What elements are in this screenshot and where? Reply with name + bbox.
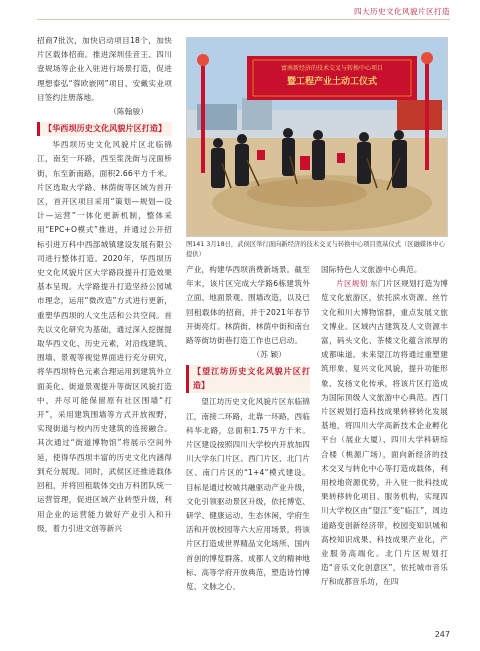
col1-paragraph-2: 华西坝历史文化风貌片区北临锦江，南至一环路，西至浆洗街与浣面桥街，东至新南路，面积2.66平方千米。片区选取大学路、林荫街等区域为首开区，首开区项目采用“策划—规划—设计—运营”一体化更新机制，整体采用“EPC+O模式”推进，并通过公开招标引进万科中西部城镇建设发展有限公司进行整体打造。2020年，华西坝历史文化风貌片区大学路段提升打造效果基本呈现。大学路提升打造坚持公园城市理念，运用“微改造”方式进行更新，重塑华西坝的人文生活和公共空间。首先以文化研究为基础，通过深入挖掘提取华西文化、历史元素，对沿线建筑、围墙、景观等视觉界面进行充分研究，将华西坝特色元素合理运用到建筑外立面美化、街道景观提升等街区风貌打造中，并尽可能保留原有社区围墙“打开”，采用建筑围墙等方式开放视野，实现街道与校内历史建筑的连接融合。其次通过“街道博物馆”将展示空间外延，使得华西坝丰富的历史文化内涵得到充分展现。同时，武侯区还推进载体回租，并将回租载体交由万科团队统一运营管理，促进区域产业转型升级，利用企业的运营能力做好产业引入和升级，着力引进文创等新兴 — [37, 140, 172, 533]
running-header-title: 四大历史文化风貌片区打造 — [354, 7, 450, 16]
page-header — [0, 0, 480, 20]
col2-paragraph-1: 产业，构建华西坝消费新场景。截至年末，该片区完成大学路6栋建筑外立面、地面景观、围墙改造，以及已回租载体的招商，并于2021年春节开街亮灯。林荫街、林荫中街和南台路等街坊街巷打造工作也已启动。 — [186, 265, 310, 346]
header-rule — [37, 19, 450, 20]
column-1 — [37, 34, 172, 536]
col3-paragraph-2-text: 东门片区规划打造为博览文化旅游区，依托滨水资源、丝竹文化和川大博物馆群，重点发展文旅文博业。区域内古建筑及人文资源丰富，码头文化、茶楼文化蕴含浓厚的成都味道。未来望江坊将通过重塑建筑形象、复兴文化风貌，提升功能形象、发扬文化传承，将该片区打造成为国际顶级人文旅游中心典范。西门片区规划打造科技成果转移转化发展基地，将四川大学高新技术企业孵化平台（展业大厦）、四川大学科研综合楼（桃源广场），面向新经济的技术交叉与转化中心等打造成载体，利用校地资源优势，升入驻一批科技成果转移转化项目、服务机构，实现四川大学校区由“望江”变“临江”，周边道路变创新经济带，校园变知识城和高校知识成果、科技成果产业化，产业服务高端化。北门片区规划打造“音乐文化创意区”，依托城市音乐厅和成都音乐坊，在四 — [321, 279, 448, 587]
column-2 — [186, 263, 310, 594]
ceremony-photo — [186, 37, 448, 237]
banner-line-2: 暨工程产业土动工仪式 — [286, 77, 377, 87]
section-heading-huaxiba: 【华西坝历史文化风貌片区打造】 — [37, 122, 172, 136]
col2-paragraph-2: 望江坊历史文化风貌片区东临锦江，南接二环路，北靠一环路，西临科华北路，总面积1.75平方千米。片区建设按照四川大学校内开放加四川大学东门片区、西门片区、北门片区、南门片区的“1+4”模式建设。目标是通过校城共融驱动产业升级，文化引领驱动景区升级，依托博览、研学、健康运动、生态休闲，学府生活和开放校园等六大应用场景，将该片区打造成世界精品文化场所、国内首创的博览群落、成都人文的精神地标、高等学府开放典范，塑造诗竹博览、文脉之心、 — [186, 397, 310, 592]
col2-signature: （苏 颖） — [252, 350, 286, 360]
col3-paragraph-1: 国际特色人文旅游中心典范。 — [321, 265, 422, 274]
banner-line-1: 富南新经济的技术交叉与转换中心项目 — [280, 65, 383, 72]
col1-signature: （陈翰骏） — [109, 107, 148, 117]
subheading-pianqu-guihua: 片区规划 — [336, 279, 368, 289]
photo-caption: 图141 3月18日，武侯区举行面向新经济的技术交叉与转换中心项目奠基仪式（区融媒体中心提供） — [186, 241, 446, 258]
section-heading-wangjiangfang: 【望江坊历史文化风貌片区打造】 — [186, 365, 310, 393]
page-number: 247 — [434, 630, 450, 639]
column-3 — [321, 263, 448, 590]
col3-paragraph-2 — [321, 277, 448, 589]
col1-paragraph-1: 招商7批次，加快启动项目18个，加快片区载体招商。推进深圳佳音王、四川壹规场等企业入驻进行场景打造，促进理想泰弘“蓉欧嵌网”项目、安戴实业项目签约注册落地。 — [37, 36, 172, 102]
